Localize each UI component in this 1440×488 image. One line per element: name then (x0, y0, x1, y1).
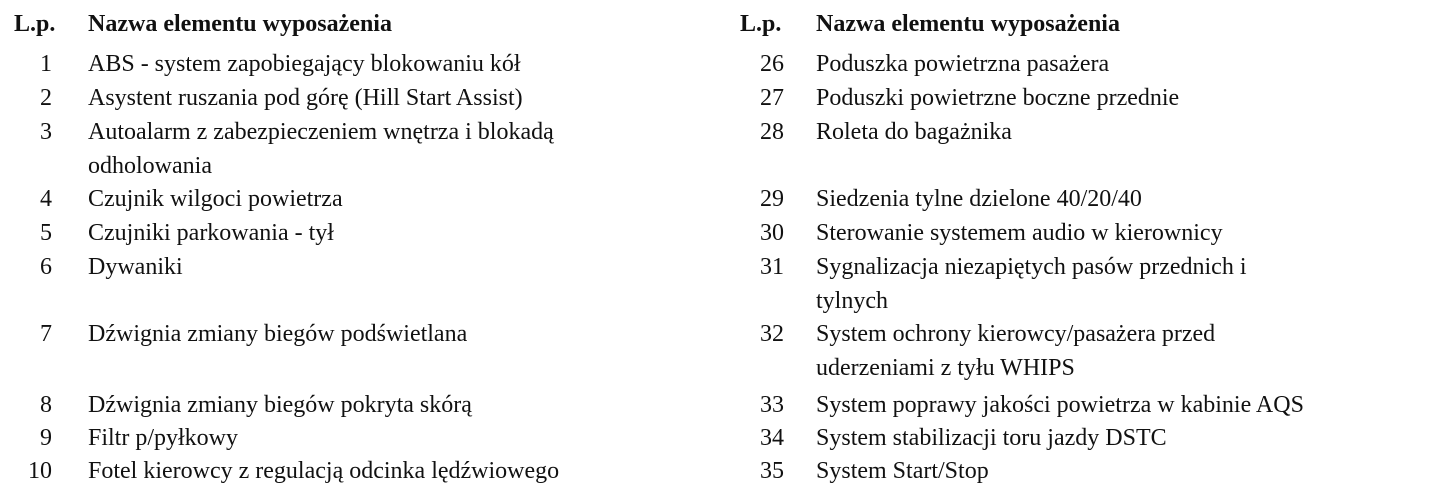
row-text-continuation: uderzeniami z tyłu WHIPS (816, 355, 1075, 381)
row-text: Fotel kierowcy z regulacją odcinka lędźwiowego (88, 458, 560, 484)
row-number: 1 (40, 51, 52, 77)
row-text: Dźwignia zmiany biegów pokryta skórą (88, 392, 472, 418)
row-text: ABS - system zapobiegający blokowaniu kół (88, 51, 521, 77)
row-text: System ochrony kierowcy/pasażera przed (816, 321, 1216, 347)
header-name: Nazwa elementu wyposażenia (816, 11, 1120, 37)
row-text: Poduszki powietrzne boczne przednie (816, 85, 1180, 111)
row-number: 3 (40, 119, 52, 145)
row-number: 27 (760, 85, 784, 111)
row-number: 34 (760, 425, 784, 451)
header-lp: L.p. (740, 11, 782, 37)
row-number: 26 (760, 51, 784, 77)
row-text: Dźwignia zmiany biegów podświetlana (88, 321, 468, 347)
row-number: 10 (28, 458, 52, 484)
row-number: 7 (40, 321, 52, 347)
row-number: 5 (40, 220, 52, 246)
row-text: Asystent ruszania pod górę (Hill Start Assist) (88, 85, 523, 111)
row-text: Dywaniki (88, 254, 183, 280)
row-number: 31 (760, 254, 784, 280)
row-text: Poduszka powietrzna pasażera (816, 51, 1110, 77)
row-number: 2 (40, 85, 52, 111)
row-text: Roleta do bagażnika (816, 119, 1012, 145)
row-number: 29 (760, 186, 784, 212)
header-name: Nazwa elementu wyposażenia (88, 11, 392, 37)
row-text-continuation: odholowania (88, 153, 212, 179)
row-text: Siedzenia tylne dzielone 40/20/40 (816, 186, 1142, 212)
row-number: 28 (760, 119, 784, 145)
row-text: System Start/Stop (816, 458, 989, 484)
row-number: 35 (760, 458, 784, 484)
row-number: 9 (40, 425, 52, 451)
row-number: 8 (40, 392, 52, 418)
row-text: Filtr p/pyłkowy (88, 425, 239, 451)
row-text: Sygnalizacja niezapiętych pasów przednich i (816, 254, 1247, 280)
row-number: 30 (760, 220, 784, 246)
row-text: System poprawy jakości powietrza w kabinie AQS (816, 392, 1304, 418)
row-text: System stabilizacji toru jazdy DSTC (816, 425, 1167, 451)
row-number: 33 (760, 392, 784, 418)
row-text: Autoalarm z zabezpieczeniem wnętrza i blokadą (88, 119, 554, 145)
row-text: Czujnik wilgoci powietrza (88, 186, 343, 212)
row-number: 6 (40, 254, 52, 280)
row-text: Sterowanie systemem audio w kierownicy (816, 220, 1223, 246)
row-number: 4 (40, 186, 52, 212)
row-text-continuation: tylnych (816, 288, 888, 314)
row-text: Czujniki parkowania - tył (88, 220, 334, 246)
header-lp: L.p. (14, 11, 56, 37)
row-number: 32 (760, 321, 784, 347)
